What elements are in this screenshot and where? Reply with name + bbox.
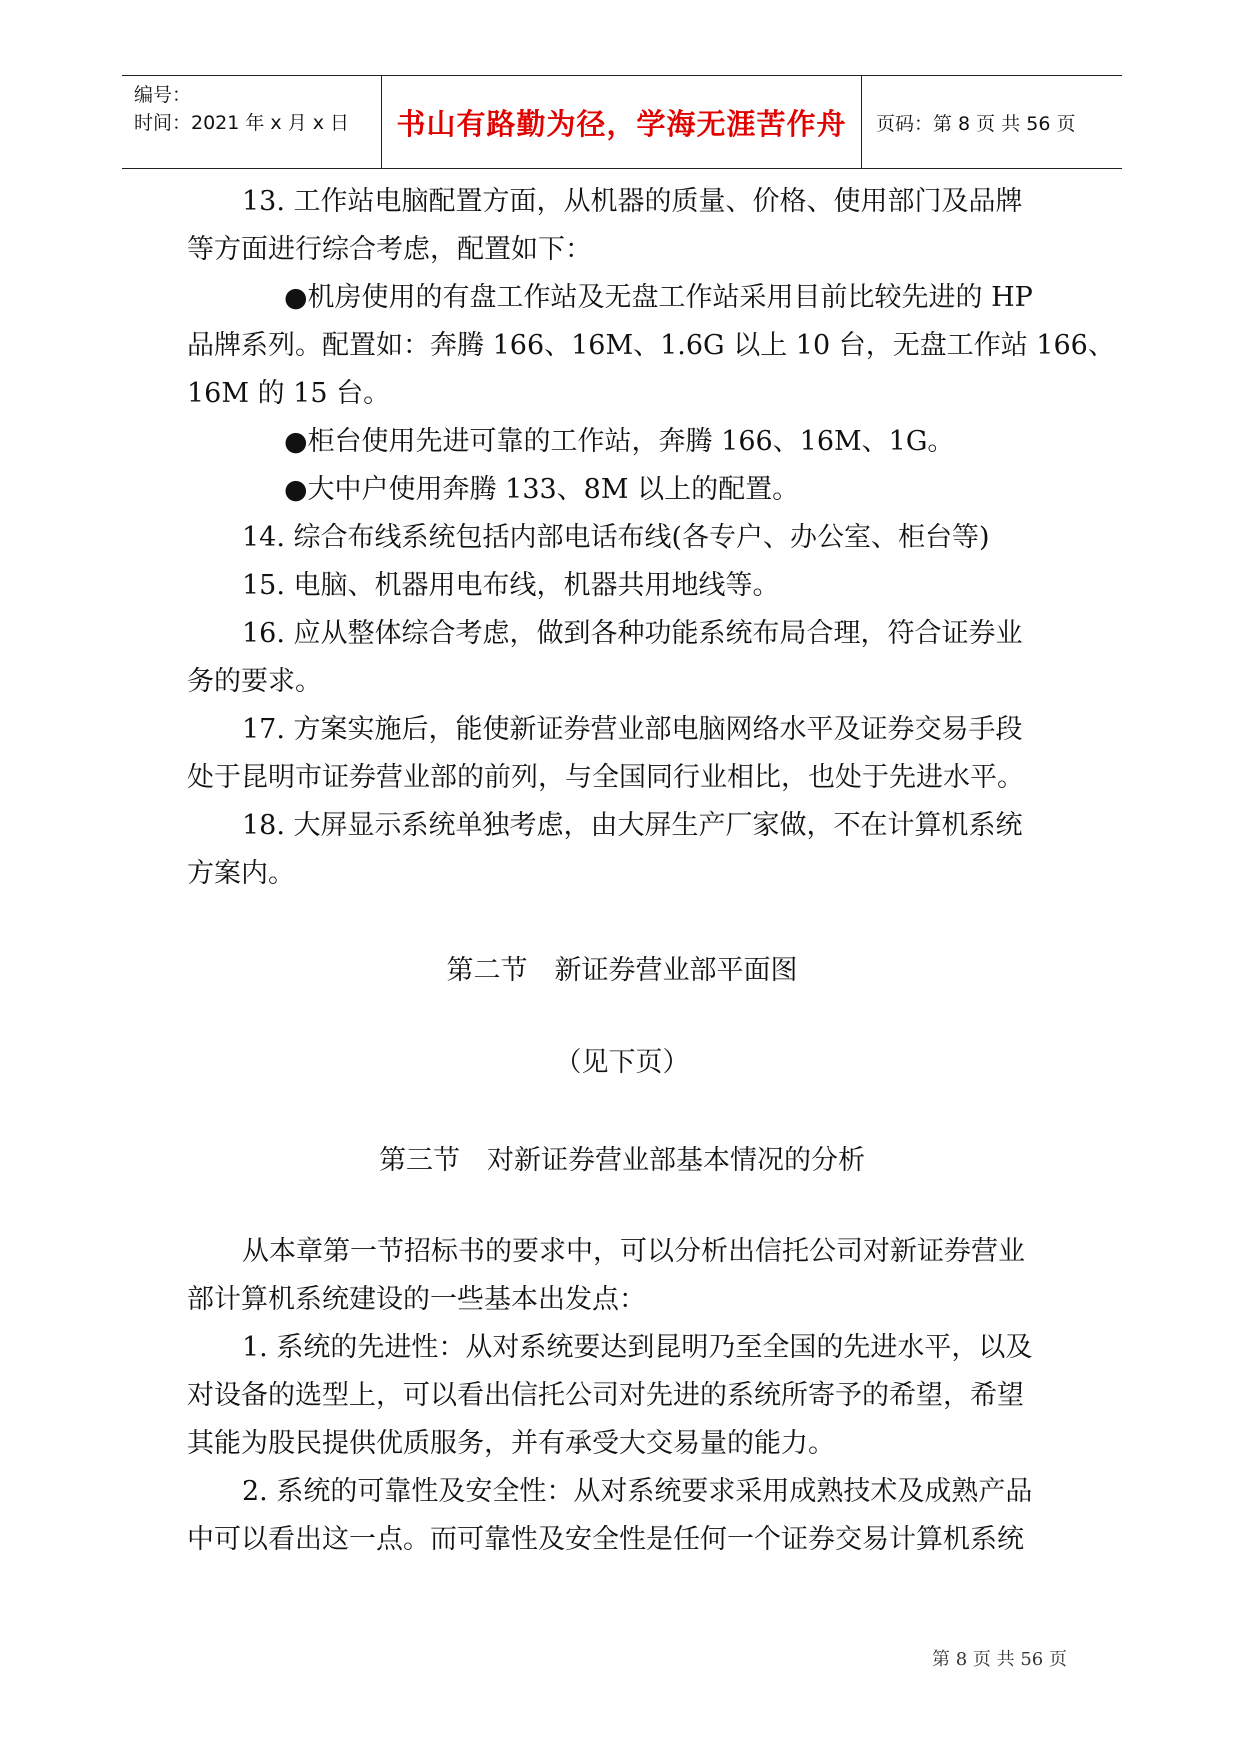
paragraph-line: 2. 系统的可靠性及安全性：从对系统要求采用成熟技术及成熟产品	[242, 1476, 1033, 1507]
section-2-heading: 第二节 新证券营业部平面图	[446, 955, 798, 986]
header-page-cell	[862, 76, 1122, 168]
header-number-label: 编号：	[134, 84, 192, 106]
paragraph-line: 方案内。	[187, 858, 295, 889]
header-info-cell	[122, 76, 382, 168]
paragraph-line: 其能为股民提供优质服务，并有承受大交易量的能力。	[187, 1428, 835, 1459]
see-next-page-note: （见下页）	[554, 1047, 690, 1078]
section-3-body	[187, 1228, 1087, 1564]
header-motto-cell	[382, 76, 862, 168]
paragraph-line: ●机房使用的有盘工作站及无盘工作站采用目前比较先进的 HP	[284, 282, 1033, 313]
header-motto: 书山有路勤为径，学海无涯苦作舟	[396, 106, 847, 141]
paragraph-line: 13. 工作站电脑配置方面，从机器的质量、价格、使用部门及品牌	[242, 186, 1023, 217]
page-header	[122, 75, 1122, 169]
paragraph-line: 18. 大屏显示系统单独考虑，由大屏生产厂家做，不在计算机系统	[242, 810, 1023, 841]
paragraph-line: 部计算机系统建设的一些基本出发点：	[187, 1284, 646, 1315]
paragraph-line: 14. 综合布线系统包括内部电话布线(各专户、办公室、柜台等)	[242, 522, 990, 553]
paragraph-line: ●柜台使用先进可靠的工作站，奔腾 166、16M、1G。	[284, 426, 955, 457]
paragraph-line: 17. 方案实施后，能使新证券营业部电脑网络水平及证券交易手段	[242, 714, 1023, 745]
paragraph-line: 处于昆明市证券营业部的前列，与全国同行业相比，也处于先进水平。	[187, 762, 1024, 793]
paragraph-line: ●大中户使用奔腾 133、8M 以上的配置。	[284, 474, 800, 505]
paragraph-line: 15. 电脑、机器用电布线，机器共用地线等。	[242, 570, 780, 601]
paragraph-line: 中可以看出这一点。而可靠性及安全性是任何一个证券交易计算机系统	[187, 1524, 1024, 1555]
paragraph-line: 务的要求。	[187, 666, 322, 697]
header-page-label: 页码：第 8 页 共 56 页	[876, 112, 1076, 135]
header-time-label: 时间：2021 年 x 月 x 日	[134, 112, 350, 134]
paragraph-line: 16M 的 15 台。	[187, 378, 391, 409]
paragraph-line: 品牌系列。配置如：奔腾 166、16M、1.6G 以上 10 台，无盘工作站 166、	[187, 330, 1115, 361]
page-footer: 第 8 页 共 56 页	[932, 1649, 1067, 1670]
section-3-heading: 第三节 对新证券营业部基本情况的分析	[379, 1145, 865, 1176]
paragraph-line: 从本章第一节招标书的要求中，可以分析出信托公司对新证券营业	[242, 1236, 1025, 1267]
paragraph-line: 等方面进行综合考虑，配置如下：	[187, 234, 592, 265]
paragraph-line: 1. 系统的先进性：从对系统要达到昆明乃至全国的先进水平，以及	[242, 1332, 1033, 1363]
paragraph-line: 16. 应从整体综合考虑，做到各种功能系统布局合理，符合证券业	[242, 618, 1023, 649]
paragraph-line: 对设备的选型上，可以看出信托公司对先进的系统所寄予的希望，希望	[187, 1380, 1024, 1411]
section-1-body	[187, 178, 1115, 898]
